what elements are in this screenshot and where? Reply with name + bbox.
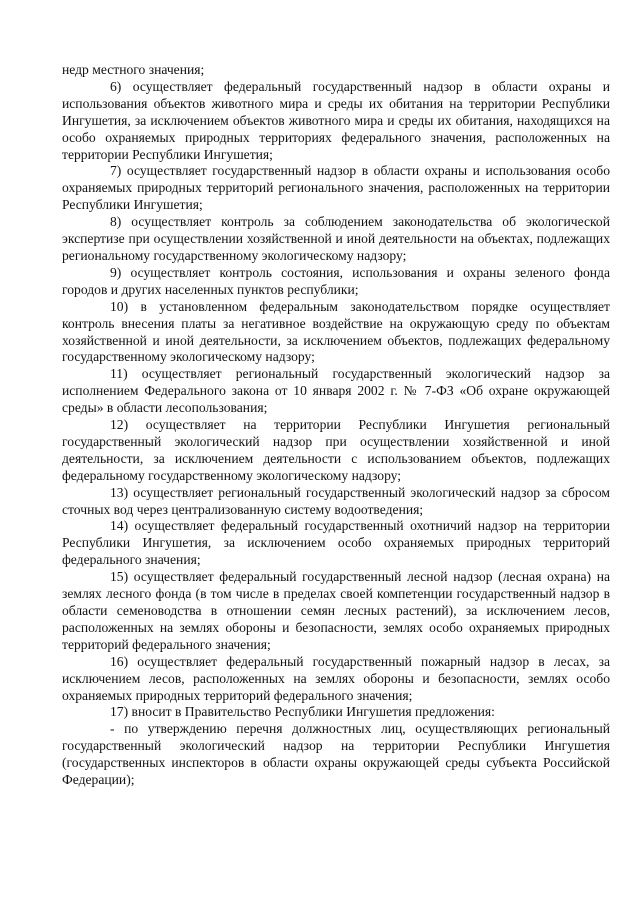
paragraph-item-15: 15) осуществляет федеральный государственный лесной надзор (лесная охрана) на землях лесного фонда (в том числе в пределах своей компетенции государственный надзор в области семеноводства в отношении семян лесных растений), за исключением лесов, расположенных на землях обороны и безопасности, землях особо охраняемых природных территорий федерального значения; — [62, 569, 610, 652]
paragraph-item-9: 9) осуществляет контроль состояния, использования и охраны зеленого фонда городов и других населенных пунктов республики; — [62, 264, 610, 297]
paragraph-item-6: 6) осуществляет федеральный государственный надзор в области охраны и использования объектов животного мира и среды их обитания на территории Республики Ингушетия, за исключением объектов животного мира и среды их обитания, находящихся на особо охраняемых природных территориях федерального значения, расположенных на территории Республики Ингушетия; — [62, 78, 610, 162]
paragraph-item-12: 12) осуществляет на территории Республики Ингушетия региональный государственный экологический надзор при осуществлении хозяйственной и иной деятельности, за исключением деятельности с использованием объектов, подлежащих федеральному государственному экологическому надзору; — [62, 417, 610, 483]
paragraph-item-7: 7) осуществляет государственный надзор в области охраны и использования особо охраняемых природных территорий регионального значения, расположенных на территории Республики Ингушетия; — [62, 163, 610, 213]
paragraph-item-8: 8) осуществляет контроль за соблюдением законодательства об экологической экспертизе при осуществлении хозяйственной и иной деятельности на объектах, подлежащих региональному государственному экологическому надзору; — [62, 214, 610, 263]
document-body — [62, 62, 610, 789]
paragraph-item-10: 10) в установленном федеральным законодательством порядке осуществляет контроль внесения платы за негативное воздействие на окружающую среду по объектам хозяйственной и иной деятельности, за исключением объектов, подлежащих федеральному государственному экологическому надзору; — [62, 298, 610, 365]
paragraph-item-16: 16) осуществляет федеральный государственный пожарный надзор в лесах, за исключением лесов, расположенных на землях обороны и безопасности, землях особо охраняемых природных территорий федерального значения; — [62, 653, 610, 703]
paragraph-subitem-dash: - по утверждению перечня должностных лиц, осуществляющих региональный государственный экологический надзор на территории Республики Ингушетия (государственных инспекторов в области охраны окружающей среды субъекта Российской Федерации); — [62, 721, 610, 788]
paragraph-item-14: 14) осуществляет федеральный государственный охотничий надзор на территории Республики Ингушетия, за исключением особо охраняемых природных территорий федерального значения; — [62, 518, 610, 568]
paragraph-item-11: 11) осуществляет региональный государственный экологический надзор за исполнением Федерального закона от 10 января 2002 г. № 7-ФЗ «Об охране окружающей среды» в области лесопользования; — [62, 366, 610, 416]
paragraph-continuation: недр местного значения; — [62, 62, 205, 77]
paragraph-item-17: 17) вносит в Правительство Республики Ингушетия предложения: — [110, 704, 495, 720]
paragraph-item-13: 13) осуществляет региональный государственный экологический надзор за сбросом сточных вод через централизованную систему водоотведения; — [62, 484, 610, 517]
